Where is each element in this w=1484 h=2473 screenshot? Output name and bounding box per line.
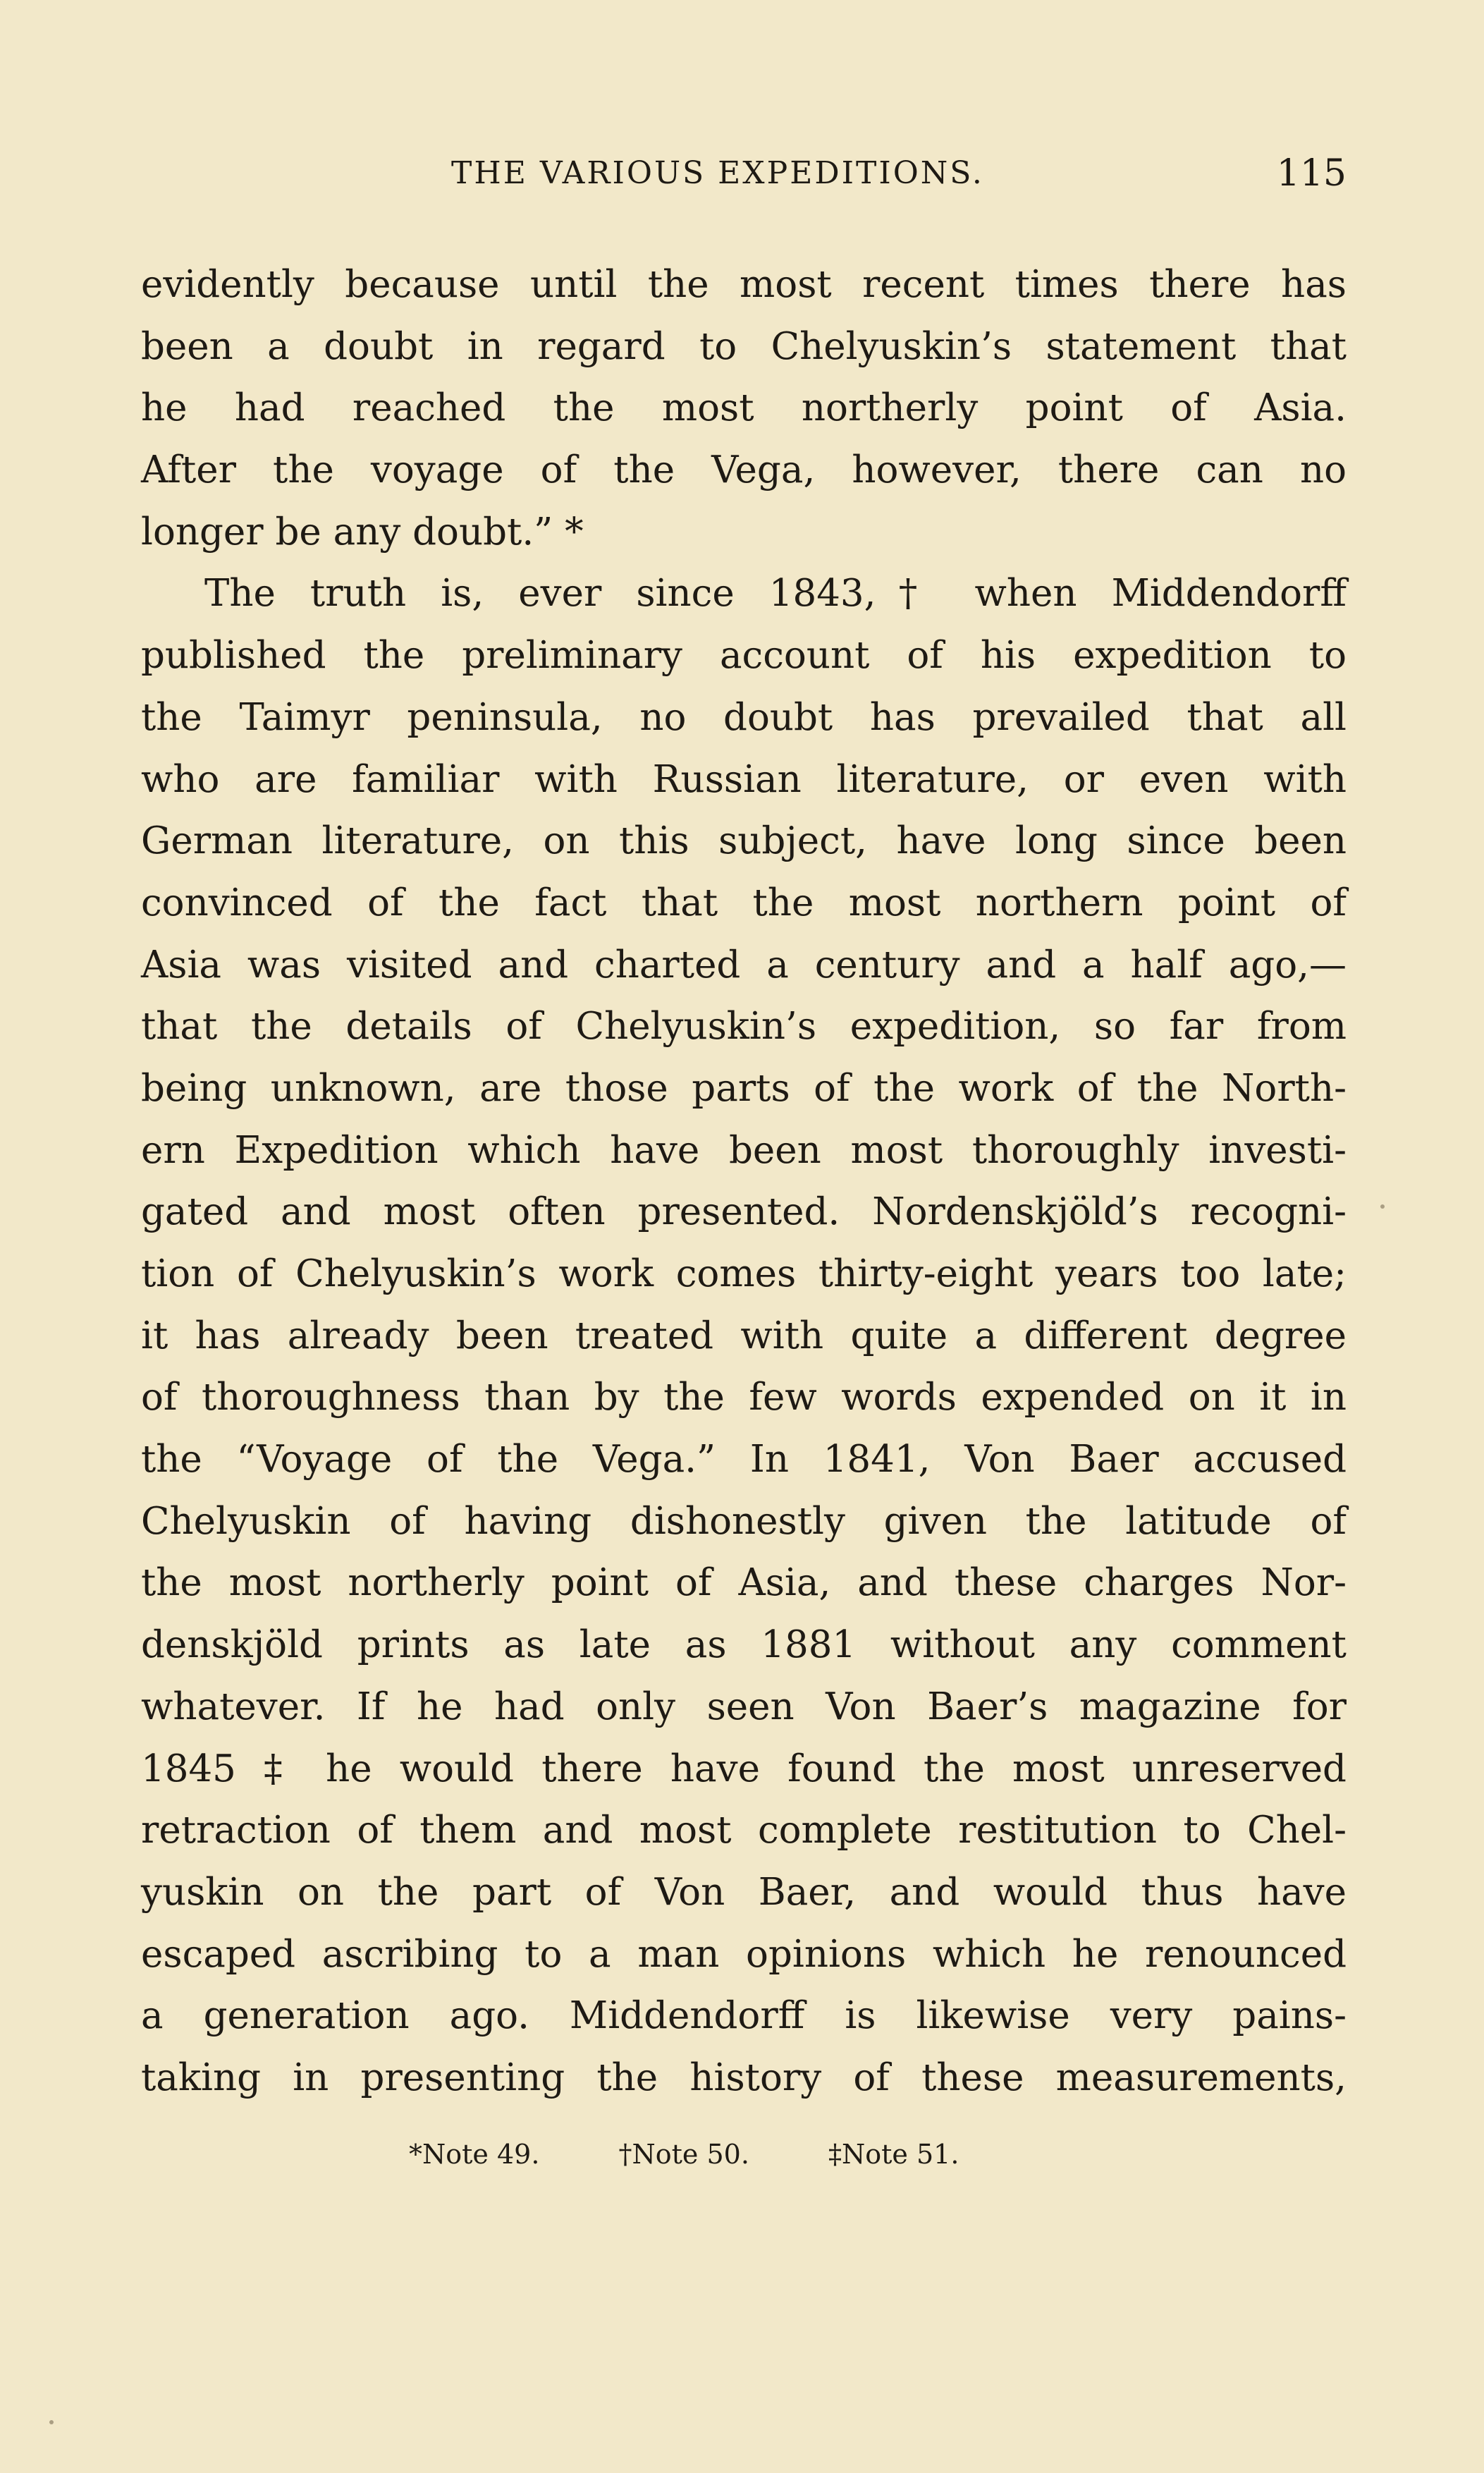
running-head: THE VARIOUS EXPEDITIONS. [451,155,984,191]
text-line: been a doubt in regard to Chelyuskin’s statement that [141,324,1347,368]
text-line: retraction of them and most complete restitution to Chel- [141,1809,1347,1852]
text-line: the “Voyage of the Vega.” In 1841, Von Baer accused [141,1438,1347,1482]
text-line: that the details of Chelyuskin’s expedition, so far from [141,1005,1347,1049]
text-line: yuskin on the part of Von Baer, and would thus have [141,1870,1347,1914]
text-line: a generation ago. Middendorff is likewise very pains- [141,1994,1347,2038]
text-line: tion of Chelyuskin’s work comes thirty-eight years too late; [141,1252,1347,1295]
text-line: Asia was visited and charted a century and a half ago,— [141,943,1347,987]
text-line: longer be any doubt.” * [141,510,584,554]
text-line: German literature, on this subject, have long since been [141,819,1347,863]
footnote-51: ‡Note 51. [828,2139,959,2170]
text-line: denskjöld prints as late as 1881 without any comment [141,1623,1347,1667]
text-line: of thoroughness than by the few words expended on it in [141,1376,1347,1419]
footnotes [409,2133,1184,2175]
text-line: the most northerly point of Asia, and these charges Nor- [141,1561,1347,1605]
text-line: gated and most often presented. Nordenskjöld’s recogni- [141,1190,1347,1234]
text-line: evidently because until the most recent times there has [141,263,1347,306]
text-line: being unknown, are those parts of the work of the North- [141,1066,1347,1110]
text-line: convinced of the fact that the most northern point of [141,881,1347,924]
text-line: After the voyage of the Vega, however, there can no [141,448,1347,492]
text-line: the Taimyr peninsula, no doubt has prevailed that all [141,695,1347,739]
text-line: 1845 ‡ he would there have found the most unreserved [141,1747,1347,1790]
text-line: he had reached the most northerly point of Asia. [141,386,1347,430]
body-text [141,254,1347,2109]
paper-speck [1380,1204,1385,1209]
text-line: who are familiar with Russian literature, or even with [141,757,1347,801]
text-line: escaped ascribing to a man opinions which he renounced [141,1932,1347,1976]
paper-speck [49,2420,54,2424]
footnote-50: †Note 50. [618,2139,749,2170]
page-number: 115 [1276,152,1347,195]
footnote-49: *Note 49. [409,2139,540,2170]
text-line: whatever. If he had only seen Von Baer’s magazine for [141,1685,1347,1728]
page-header [141,147,1347,200]
text-line: ern Expedition which have been most thoroughly investi- [141,1128,1347,1172]
text-line: it has already been treated with quite a different degree [141,1314,1347,1357]
text-line: The truth is, ever since 1843,† when Middendorff [204,572,1347,616]
text-line: taking in presenting the history of these measurements, [141,2056,1347,2099]
text-line: Chelyuskin of having dishonestly given the latitude of [141,1499,1347,1543]
text-line: published the preliminary account of his expedition to [141,634,1347,678]
